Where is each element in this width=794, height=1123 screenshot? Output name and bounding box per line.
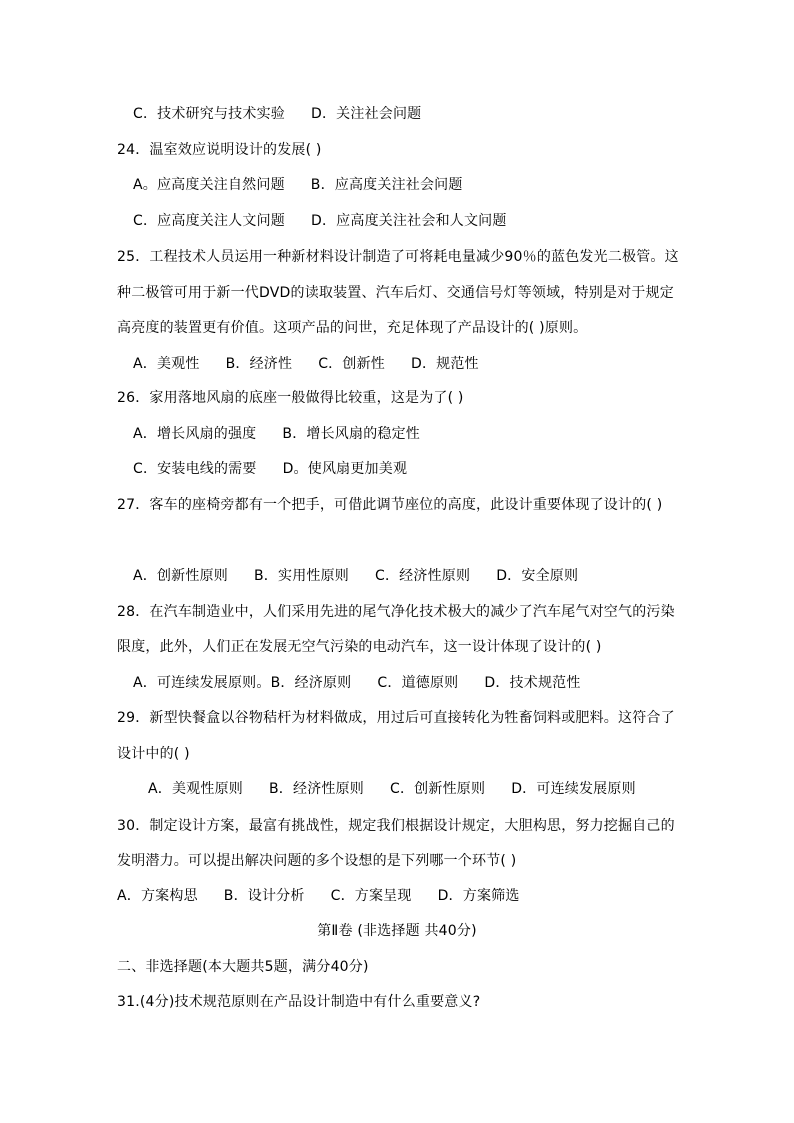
q26-option-b: B．增长风扇的稳定性 [282,426,420,442]
q23-options-row-2 [133,105,421,123]
q25-stem-line-2: 种二极管可用于新一代DVD的读取装置、汽车后灯、交通信号灯等领域，特别是对于规定 [117,285,674,301]
q28-stem-line-1: 28．在汽车制造业中，人们采用先进的尾气净化技术极大的减少了汽车尾气对空气的污染 [117,604,675,620]
q26-stem: 26．家用落地风扇的底座一般做得比较重，这是为了( ) [117,390,464,406]
q29-options [148,780,636,798]
q28-options [133,674,581,692]
q29-stem-line-1: 29．新型快餐盒以谷物秸杆为材料做成，用过后可直接转化为牲畜饲料或肥料。这符合了 [117,710,675,726]
q29-option-a: A．美观性原则 [148,781,243,797]
q29-option-c: C．创新性原则 [390,781,486,797]
q26-options-row-2 [133,460,407,478]
q24-stem: 24．温室效应说明设计的发展( ) [117,142,322,158]
section-2-heading: 二、非选择题(本大题共5题，满分40分) [117,959,369,975]
q30-stem-line-2: 发明潜力。可以提出解决问题的多个设想的是下列哪一个环节( ) [117,853,517,869]
q30-option-c: C．方案呈现 [330,888,412,904]
q30-option-b: B．设计分析 [223,888,305,904]
q24-option-c: C．应高度关注人文问题 [133,213,285,229]
q25-option-d: D．规范性 [410,356,479,372]
q24-options-row-2 [133,212,507,230]
q27-option-a: A．创新性原则 [133,568,228,584]
q25-options [133,355,479,373]
q30-option-a: A．方案构思 [117,888,198,904]
q29-option-b: B．经济性原则 [268,781,364,797]
q24-options-row-1 [133,176,463,194]
q23-option-c: C．技术研究与技术实验 [133,106,285,122]
q28-option-c: C．道德原则 [377,675,459,691]
q30-stem-line-1: 30．制定设计方案，最富有挑战性，规定我们根据设计规定，大胆构思，努力挖掘自己的 [117,818,675,834]
q25-option-c: C．创新性 [318,356,385,372]
q30-option-d: D．方案筛选 [437,888,520,904]
q27-option-d: D．安全原则 [496,568,579,584]
q24-option-d: D．应高度关注社会和人文问题 [310,213,507,229]
q25-option-b: B．经济性 [225,356,293,372]
section-2-title [0,922,794,940]
q25-stem-line-3: 高亮度的装置更有价值。这项产品的问世，充足体现了产品设计的( )原则。 [117,320,588,336]
q25-stem-line-1: 25．工程技术人员运用一种新材料设计制造了可将耗电量减少90％的蓝色发光二极管。这 [117,249,679,265]
q26-option-c: C．安装电线的需要 [133,461,257,477]
section-2-title-text: 第Ⅱ卷 (非选择题 共40分) [317,923,477,939]
q31-stem: 31.(4分)技术规范原则在产品设计制造中有什么重要意义? [117,994,481,1010]
q27-option-b: B．实用性原则 [253,568,349,584]
q30-options [117,887,520,905]
q29-option-d: D．可连续发展原则 [511,781,636,797]
q25-option-a: A．美观性 [133,356,200,372]
q23-option-d: D．关注社会问题 [310,106,422,122]
q24-option-a: A。应高度关注自然问题 [133,177,285,193]
q28-stem-line-2: 限度，此外，人们正在发展无空气污染的电动汽车，这一设计体现了设计的( ) [117,639,602,655]
q29-stem-line-2: 设计中的( ) [117,746,190,762]
q28-option-a-b: A．可连续发展原则。B．经济原则 [133,675,352,691]
q27-option-c: C．经济性原则 [375,568,471,584]
q26-option-a: A．增长风扇的强度 [133,426,257,442]
q27-stem: 27．客车的座椅旁都有一个把手，可借此调节座位的高度，此设计重要体现了设计的( ) [117,497,663,513]
q26-options-row-1 [133,425,420,443]
q26-option-d: D。使风扇更加美观 [282,461,408,477]
q27-options [133,567,578,585]
q24-option-b: B．应高度关注社会问题 [310,177,463,193]
q28-option-d: D．技术规范性 [484,675,581,691]
